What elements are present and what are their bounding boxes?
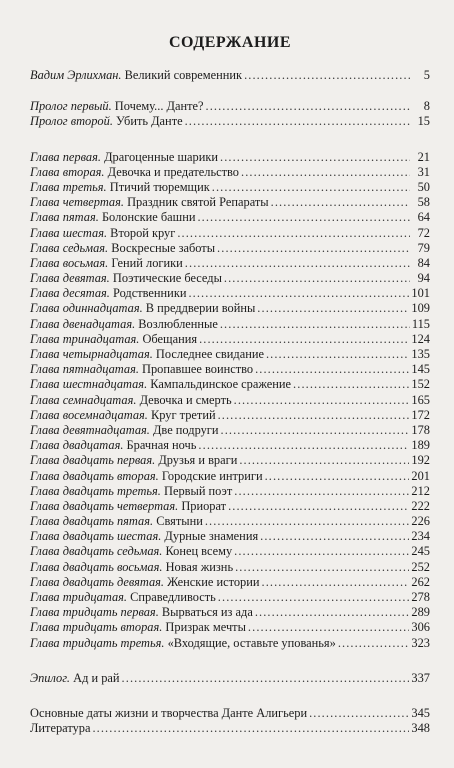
toc-entry-text: Круг третий	[147, 407, 216, 422]
section-gap	[30, 686, 430, 706]
toc-entry-prefix: Глава тридцатая.	[30, 590, 128, 604]
toc-entry-text: Родственники	[109, 286, 187, 301]
toc-page-number: 64	[417, 210, 430, 225]
dot-leader	[122, 671, 410, 686]
toc-entry-title	[30, 347, 264, 362]
dot-leader	[260, 529, 409, 544]
toc-list	[30, 68, 430, 736]
toc-entry-text: Приорат	[178, 498, 227, 513]
section-gap	[30, 651, 430, 671]
dot-leader	[266, 347, 409, 362]
toc-entry-text: Новая жизнь	[162, 559, 234, 574]
toc-entry-prefix: Глава девятнадцатая.	[30, 422, 150, 437]
toc-entry[interactable]	[30, 620, 430, 635]
toc-entry-prefix: Глава третья.	[30, 179, 107, 194]
toc-entry[interactable]	[30, 393, 430, 408]
toc-page-number: 189	[411, 438, 430, 453]
table-of-contents	[30, 34, 430, 736]
toc-entry[interactable]	[30, 332, 430, 347]
toc-entry[interactable]	[30, 484, 430, 499]
dot-leader	[293, 377, 409, 392]
toc-page-number: 252	[411, 559, 430, 574]
toc-entry-text: Друзья и враги	[155, 453, 238, 468]
toc-entry-title	[30, 286, 186, 301]
toc-page-number: 145	[411, 362, 430, 377]
toc-page-number: 306	[411, 620, 430, 635]
dot-leader	[92, 721, 409, 736]
dot-leader	[197, 210, 410, 225]
toc-entry-prefix: Глава тридцать третья.	[30, 635, 165, 650]
toc-entry-title	[30, 560, 233, 575]
toc-entry-title	[30, 180, 210, 195]
toc-page-number: 222	[411, 498, 430, 513]
toc-page-number: 8	[423, 99, 430, 114]
toc-entry-prefix: Глава двадцать девятая.	[30, 574, 165, 589]
toc-entry-prefix: Глава восемнадцатая.	[30, 407, 148, 422]
dot-leader	[262, 575, 410, 590]
dot-leader	[198, 438, 409, 453]
toc-entry[interactable]	[30, 226, 430, 241]
dot-leader	[224, 271, 410, 286]
toc-entry-text: Почему... Данте?	[111, 99, 204, 114]
toc-entry-text: Болонские башни	[98, 210, 196, 225]
toc-entry-prefix: Глава двенадцатая.	[30, 316, 136, 331]
dot-leader	[239, 453, 409, 468]
toc-entry-text: «Входящие, оставьте упованья»	[164, 635, 336, 650]
toc-entry-prefix: Вадим Эрлихман.	[30, 68, 122, 82]
toc-entry-text: Последнее свидание	[152, 347, 264, 361]
toc-entry[interactable]	[30, 706, 430, 721]
toc-entry[interactable]	[30, 408, 430, 423]
section-gap	[30, 130, 430, 150]
toc-entry[interactable]	[30, 544, 430, 559]
toc-entry-title	[30, 393, 232, 408]
toc-entry[interactable]	[30, 114, 430, 129]
dot-leader	[244, 68, 410, 83]
toc-entry[interactable]	[30, 150, 430, 165]
toc-entry-title	[30, 529, 258, 544]
dot-leader	[235, 560, 409, 575]
toc-page-number: 234	[411, 529, 430, 544]
toc-page-number: 94	[417, 271, 430, 286]
toc-entry-prefix: Глава двадцать седьмая.	[30, 544, 163, 559]
toc-entry-prefix: Глава двадцать третья.	[30, 483, 161, 498]
toc-entry-title	[30, 620, 246, 635]
toc-entry-text: Две подруги	[149, 422, 219, 437]
toc-page-number: 165	[411, 392, 430, 407]
toc-page-number: 192	[411, 453, 430, 468]
toc-entry-prefix: Глава четвертая.	[30, 195, 124, 210]
toc-entry[interactable]	[30, 469, 430, 484]
toc-page-number: 212	[411, 483, 430, 498]
toc-entry-prefix: Глава двадцать пятая.	[30, 514, 154, 529]
toc-page-number: 101	[411, 286, 430, 301]
toc-entry-text: Воскресные заботы	[108, 240, 216, 255]
toc-entry-title	[30, 195, 269, 210]
toc-entry-prefix: Глава пятая.	[30, 210, 99, 225]
toc-entry-prefix: Глава двадцать вторая.	[30, 468, 159, 483]
toc-entry-text: Основные даты жизни и творчества Данте Алигьери	[30, 705, 308, 720]
toc-entry[interactable]	[30, 180, 430, 195]
toc-entry-title	[30, 241, 215, 256]
toc-entry-title	[30, 499, 226, 514]
toc-entry[interactable]	[30, 453, 430, 468]
toc-entry-title	[30, 165, 239, 180]
toc-entry-text: Брачная ночь	[123, 438, 197, 453]
toc-page-number: 84	[417, 255, 430, 270]
toc-entry-text: Девочка и смерть	[136, 392, 232, 407]
toc-entry-title	[30, 408, 216, 423]
toc-page-number: 109	[411, 301, 430, 316]
toc-entry-text: Возлюбленные	[135, 316, 218, 331]
toc-entry-text: Справедливость	[127, 590, 216, 604]
toc-entry-text: Птичий тюремщик	[106, 179, 210, 194]
toc-entry-title	[30, 114, 183, 129]
toc-entry-prefix: Глава двадцать шестая.	[30, 529, 162, 544]
toc-entry[interactable]	[30, 575, 430, 590]
toc-entry-text: Кампальдинское сражение	[147, 377, 292, 392]
toc-entry-prefix: Глава десятая.	[30, 286, 110, 301]
toc-page-number: 58	[417, 195, 430, 210]
toc-entry-prefix: Глава пятнадцатая.	[30, 362, 139, 377]
toc-entry-text: Пропавшее воинство	[138, 362, 254, 377]
toc-entry-title	[30, 721, 90, 736]
toc-entry[interactable]	[30, 99, 430, 114]
toc-page-number: 337	[411, 670, 430, 685]
dot-leader	[218, 408, 410, 423]
toc-entry-title	[30, 605, 253, 620]
toc-page-number: 135	[411, 347, 430, 361]
toc-entry-prefix: Глава тридцать вторая.	[30, 620, 163, 635]
toc-entry[interactable]	[30, 721, 430, 736]
dot-leader	[234, 393, 410, 408]
toc-page-number: 124	[411, 331, 430, 346]
toc-entry-text: Конец всему	[162, 544, 233, 559]
toc-entry-text: Литература	[30, 721, 91, 736]
toc-page-number: 5	[423, 68, 430, 82]
toc-page-number: 262	[411, 574, 430, 589]
toc-page-number: 226	[411, 514, 430, 529]
toc-entry-title	[30, 317, 218, 332]
dot-leader	[257, 301, 409, 316]
dot-leader	[206, 99, 410, 114]
toc-entry-text: Городские интриги	[158, 468, 263, 483]
dot-leader	[255, 362, 409, 377]
toc-entry[interactable]	[30, 499, 430, 514]
toc-page-number: 348	[411, 721, 430, 736]
toc-entry[interactable]	[30, 423, 430, 438]
toc-entry-prefix: Глава шестая.	[30, 225, 108, 240]
toc-entry[interactable]	[30, 529, 430, 544]
dot-leader	[185, 114, 410, 129]
dot-leader	[265, 469, 410, 484]
toc-entry-prefix: Глава одиннадцатая.	[30, 301, 143, 316]
dot-leader	[255, 605, 410, 620]
toc-entry[interactable]	[30, 271, 430, 286]
toc-page-number: 15	[417, 114, 430, 129]
toc-page-number: 323	[411, 635, 430, 650]
toc-entry-title	[30, 590, 216, 605]
toc-entry-title	[30, 377, 291, 392]
toc-page-number: 115	[411, 316, 430, 331]
toc-page-number: 50	[417, 179, 430, 194]
toc-entry[interactable]	[30, 671, 430, 686]
toc-page-number: 178	[411, 422, 430, 437]
toc-entry-title	[30, 671, 120, 686]
toc-entry-title	[30, 332, 197, 347]
toc-entry-text: Драгоценные шарики	[100, 149, 219, 164]
toc-page-number: 31	[417, 164, 430, 179]
toc-entry-prefix: Глава двадцать первая.	[30, 453, 156, 468]
toc-entry[interactable]	[30, 362, 430, 377]
dot-leader	[248, 620, 409, 635]
toc-entry-prefix: Глава четырнадцатая.	[30, 347, 153, 361]
toc-entry-text: Гений логики	[108, 255, 183, 270]
toc-entry-text: В преддверии войны	[142, 301, 256, 316]
toc-entry-prefix: Глава седьмая.	[30, 240, 109, 255]
dot-leader	[309, 706, 409, 721]
toc-entry-prefix: Глава тридцать первая.	[30, 605, 159, 620]
toc-entry-title	[30, 68, 242, 83]
dot-leader	[220, 317, 410, 332]
toc-entry-prefix: Глава двадцать четвертая.	[30, 498, 179, 513]
toc-entry-text: Обещания	[139, 331, 198, 346]
toc-entry-text: Дурные знамения	[161, 529, 259, 544]
toc-entry[interactable]	[30, 560, 430, 575]
dot-leader	[185, 256, 410, 271]
toc-entry-prefix: Глава тринадцатая.	[30, 331, 140, 346]
toc-entry[interactable]	[30, 317, 430, 332]
toc-page-number: 21	[417, 149, 430, 164]
toc-entry-title	[30, 150, 218, 165]
toc-entry[interactable]	[30, 210, 430, 225]
toc-entry-prefix: Пролог первый.	[30, 99, 112, 114]
toc-entry-text: Женские истории	[164, 574, 260, 589]
toc-entry[interactable]	[30, 195, 430, 210]
toc-entry-text: Праздник святой Репараты	[123, 195, 269, 210]
dot-leader	[177, 226, 410, 241]
toc-entry-text: Поэтические беседы	[109, 271, 222, 286]
toc-entry-title	[30, 271, 222, 286]
toc-entry-title	[30, 575, 260, 590]
toc-entry-title	[30, 544, 232, 559]
dot-leader	[271, 195, 410, 210]
dot-leader	[218, 590, 410, 605]
toc-page-number: 289	[411, 605, 430, 620]
dot-leader	[241, 165, 410, 180]
toc-entry-title	[30, 484, 232, 499]
toc-entry-prefix: Глава первая.	[30, 149, 101, 164]
toc-entry-title	[30, 423, 219, 438]
toc-entry-title	[30, 362, 253, 377]
toc-entry[interactable]	[30, 286, 430, 301]
toc-entry-prefix: Глава двадцатая.	[30, 438, 124, 453]
toc-page-number: 79	[417, 240, 430, 255]
toc-entry-prefix: Глава восьмая.	[30, 255, 109, 270]
toc-entry-text: Призрак мечты	[162, 620, 246, 635]
dot-leader	[228, 499, 409, 514]
toc-entry-title	[30, 256, 183, 271]
toc-entry[interactable]	[30, 605, 430, 620]
toc-entry-text: Ад и рай	[70, 670, 120, 685]
dot-leader	[217, 241, 410, 256]
toc-entry-prefix: Глава шестнадцатая.	[30, 377, 148, 392]
toc-page-number: 345	[411, 705, 430, 720]
toc-page-number: 152	[411, 377, 430, 392]
dot-leader	[221, 423, 410, 438]
toc-entry-title	[30, 706, 307, 721]
toc-page-number: 72	[417, 225, 430, 240]
toc-entry[interactable]	[30, 256, 430, 271]
toc-entry-title	[30, 438, 196, 453]
toc-entry-title	[30, 636, 336, 651]
toc-entry[interactable]	[30, 301, 430, 316]
toc-entry-prefix: Пролог второй.	[30, 114, 113, 129]
toc-entry-title	[30, 469, 263, 484]
dot-leader	[188, 286, 409, 301]
toc-entry-prefix: Эпилог.	[30, 670, 71, 685]
toc-entry-text: Вырваться из ада	[158, 605, 253, 620]
dot-leader	[234, 544, 409, 559]
dot-leader	[199, 332, 409, 347]
toc-entry-prefix: Глава вторая.	[30, 164, 105, 179]
dot-leader	[212, 180, 410, 195]
dot-leader	[220, 150, 410, 165]
toc-entry[interactable]	[30, 68, 430, 83]
toc-entry-prefix: Глава двадцать восьмая.	[30, 559, 163, 574]
toc-entry-title	[30, 99, 204, 114]
toc-page-number: 278	[411, 590, 430, 604]
toc-entry-prefix: Глава семнадцатая.	[30, 392, 137, 407]
toc-entry-title	[30, 226, 175, 241]
toc-entry-title	[30, 453, 237, 468]
toc-entry-text: Великий современник	[121, 68, 243, 82]
section-gap	[30, 83, 430, 99]
toc-entry-title	[30, 514, 203, 529]
toc-page-number: 172	[411, 407, 430, 422]
toc-entry[interactable]	[30, 514, 430, 529]
toc-entry[interactable]	[30, 241, 430, 256]
toc-entry-title	[30, 210, 195, 225]
toc-page-number: 201	[411, 468, 430, 483]
toc-entry[interactable]	[30, 165, 430, 180]
toc-entry-text: Убить Данте	[112, 114, 183, 129]
dot-leader	[338, 636, 410, 651]
toc-entry-text: Девочка и предательство	[104, 164, 239, 179]
toc-entry-text: Первый поэт	[160, 483, 233, 498]
dot-leader	[234, 484, 409, 499]
toc-page-number: 245	[411, 544, 430, 559]
dot-leader	[205, 514, 410, 529]
toc-entry-text: Святыни	[153, 514, 203, 529]
toc-entry[interactable]	[30, 636, 430, 651]
toc-entry[interactable]	[30, 438, 430, 453]
toc-entry[interactable]	[30, 347, 430, 362]
page-title: СОДЕРЖАНИЕ	[168, 34, 292, 51]
toc-entry-text: Второй круг	[107, 225, 176, 240]
toc-entry[interactable]	[30, 377, 430, 392]
toc-entry-title	[30, 301, 255, 316]
toc-entry[interactable]	[30, 590, 430, 605]
toc-entry-prefix: Глава девятая.	[30, 271, 110, 286]
